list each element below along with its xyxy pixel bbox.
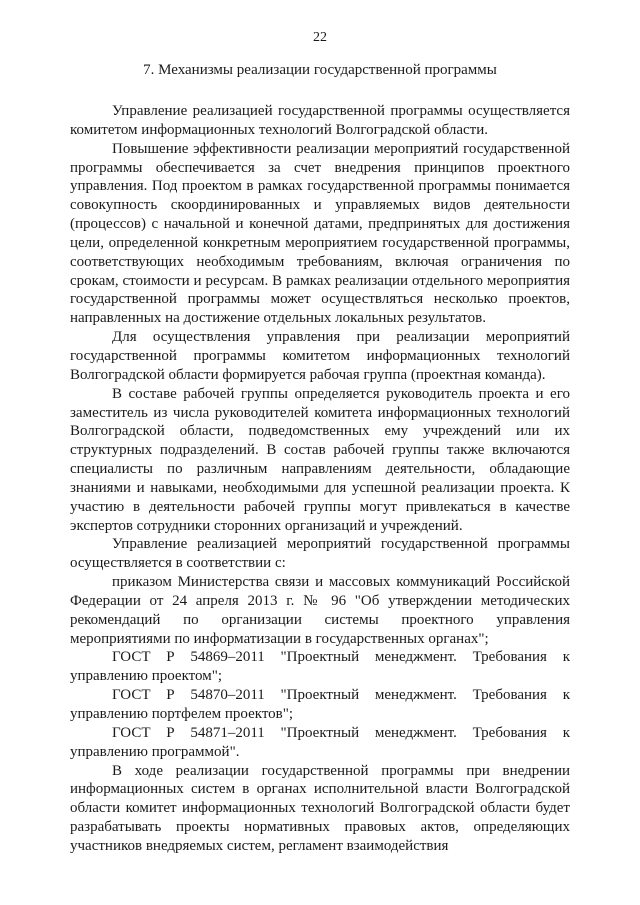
list-item: ГОСТ Р 54870–2011 "Проектный менеджмент. Требования к управлению портфелем проектов"; bbox=[70, 687, 570, 722]
section-title: 7. Механизмы реализации государственной программы bbox=[143, 62, 497, 78]
section-body bbox=[70, 102, 570, 856]
paragraph: В составе рабочей группы определяется руководитель проекта и его заместитель из числа руководителей комитета информационных технологий Волгоградской области, подведомственных ему учреждений или их структурных подразделений. В состав рабочей группы также включаются специалисты по различным направлениям деятельности, обладающие знаниями и навыками, необходимыми для успешной реализации проекта. К участию в деятельности рабочей группы могут привлекаться в качестве экспертов сотрудники сторонних организаций и учреждений. bbox=[70, 385, 570, 534]
list-item: ГОСТ Р 54869–2011 "Проектный менеджмент. Требования к управлению проектом"; bbox=[70, 649, 570, 685]
page-number: 22 bbox=[313, 30, 327, 45]
list-item: приказом Министерства связи и массовых коммуникаций Российской Федерации от 24 апреля 2013 г. № 96 "Об утверждении методических рекомендаций по организации системы проектного управления мероприятиями по информатизации в государственных органах"; bbox=[70, 574, 570, 647]
paragraph: Повышение эффективности реализации мероприятий государственной программы обеспечивается за счет внедрения принципов проектного управления. Под проектом в рамках государственной программы понимается совокупность скоординированных и управляемых видов деятельности (процессов) с начальной и конечной датами, предпринятых для достижения цели, определенной конкретным мероприятием государственной программы, соответствующих необходимым требованиям, включая ограничения по срокам, стоимости и ресурсам. В рамках реализации отдельного мероприятия государственной программы может осуществляться несколько проектов, направленных на достижение отдельных локальных результатов. bbox=[70, 140, 570, 327]
paragraph: Управление реализацией мероприятий государственной программы осуществляется в соответствии с: bbox=[70, 536, 570, 572]
paragraph: Для осуществления управления при реализации мероприятий государственной программы комитетом информационных технологий Волгоградской области формируется рабочая группа (проектная команда). bbox=[70, 329, 570, 383]
list-item: ГОСТ Р 54871–2011 "Проектный менеджмент. Требования к управлению программой". bbox=[70, 724, 570, 760]
paragraph: В ходе реализации государственной программы при внедрении информационных систем в органах исполнительной власти Волгоградской области комитет информационных технологий Волгоградской области будет разрабатывать проекты нормативных правовых актов, определяющих участников внедряемых систем, регламент взаимодействия bbox=[70, 762, 570, 854]
paragraph: Управление реализацией государственной программы осуществляется комитетом информационных технологий Волгоградской области. bbox=[70, 103, 570, 138]
